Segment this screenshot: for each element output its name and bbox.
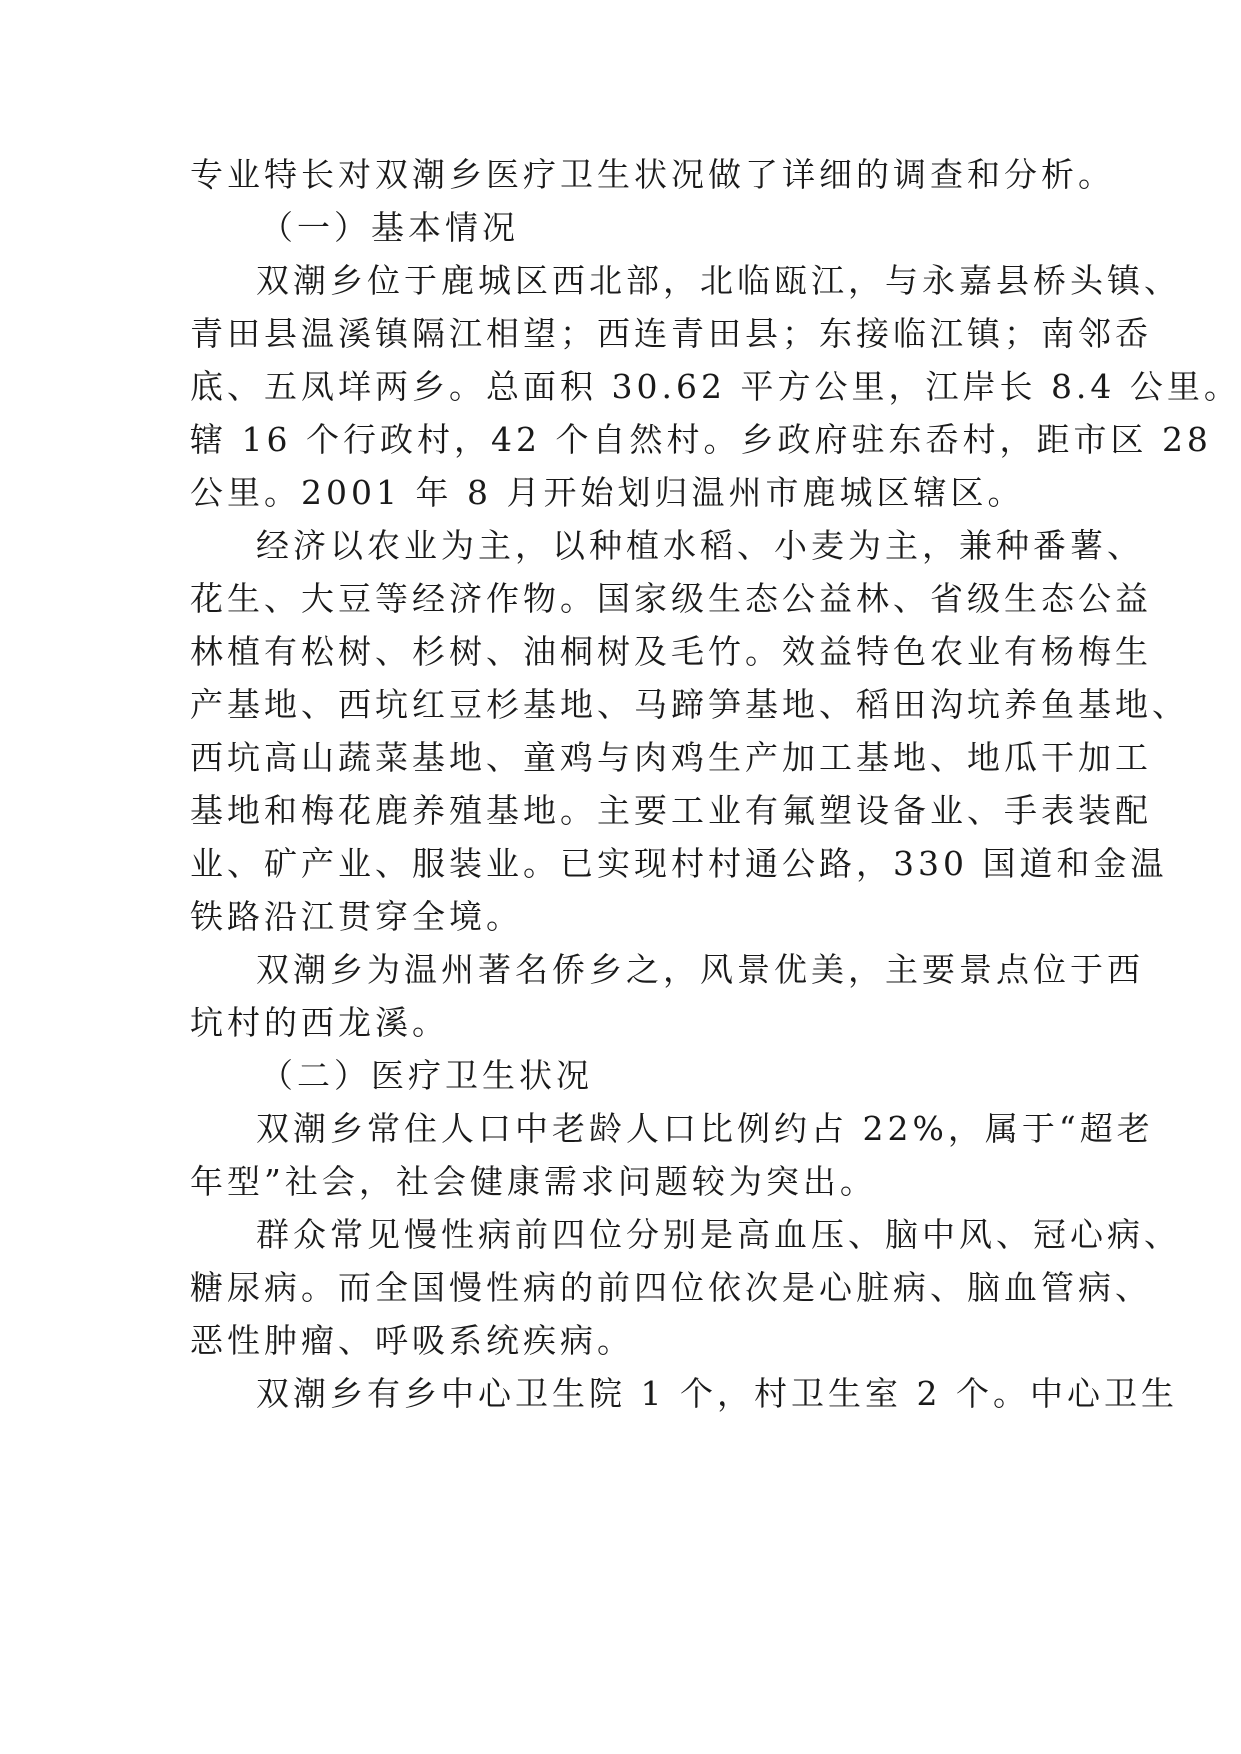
- text-line: 花生、大豆等经济作物。国家级生态公益林、省级生态公益: [190, 579, 1152, 618]
- text-line: 辖 16 个行政村，42 个自然村。乡政府驻东岙村，距市区 28: [190, 420, 1212, 459]
- text-line: 底、五凤垟两乡。总面积 30.62 平方公里，江岸长 8.4 公里。: [190, 367, 1241, 406]
- paragraph-first-line: 双潮乡位于鹿城区西北部，北临瓯江，与永嘉县桥头镇、: [256, 261, 1181, 300]
- paragraph-first-line: 经济以农业为主，以种植水稻、小麦为主，兼种番薯、: [256, 526, 1144, 565]
- paragraph-first-line: 双潮乡为温州著名侨乡之，风景优美，主要景点位于西: [256, 950, 1144, 989]
- text-line: 坑村的西龙溪。: [190, 1003, 449, 1042]
- text-line: 恶性肿瘤、呼吸系统疾病。: [190, 1321, 634, 1360]
- text-line: 公里。2001 年 8 月开始划归温州市鹿城区辖区。: [190, 473, 1025, 512]
- text-line: 铁路沿江贯穿全境。: [190, 897, 523, 936]
- text-line: 业、矿产业、服装业。已实现村村通公路，330 国道和金温: [190, 844, 1168, 883]
- text-line: 西坑高山蔬菜基地、童鸡与肉鸡生产加工基地、地瓜干加工: [190, 738, 1152, 777]
- text-line: 产基地、西坑红豆杉基地、马蹄笋基地、稻田沟坑养鱼基地、: [190, 685, 1189, 724]
- section-heading: （二）医疗卫生状况: [260, 1056, 593, 1095]
- text-line: 糖尿病。而全国慢性病的前四位依次是心脏病、脑血管病、: [190, 1268, 1152, 1307]
- paragraph-first-line: 双潮乡有乡中心卫生院 1 个，村卫生室 2 个。中心卫生: [256, 1374, 1178, 1413]
- text-line: 青田县温溪镇隔江相望；西连青田县；东接临江镇；南邻岙: [190, 314, 1152, 353]
- text-line: 基地和梅花鹿养殖基地。主要工业有氟塑设备业、手表装配: [190, 791, 1152, 830]
- paragraph-first-line: 群众常见慢性病前四位分别是高血压、脑中风、冠心病、: [256, 1215, 1181, 1254]
- text-line: 年型”社会，社会健康需求问题较为突出。: [190, 1162, 877, 1201]
- text-line: 专业特长对双潮乡医疗卫生状况做了详细的调查和分析。: [190, 155, 1115, 194]
- section-heading: （一）基本情况: [260, 208, 519, 247]
- text-line: 林植有松树、杉树、油桐树及毛竹。效益特色农业有杨梅生: [190, 632, 1152, 671]
- paragraph-first-line: 双潮乡常住人口中老龄人口比例约占 22%，属于“超老: [256, 1109, 1154, 1148]
